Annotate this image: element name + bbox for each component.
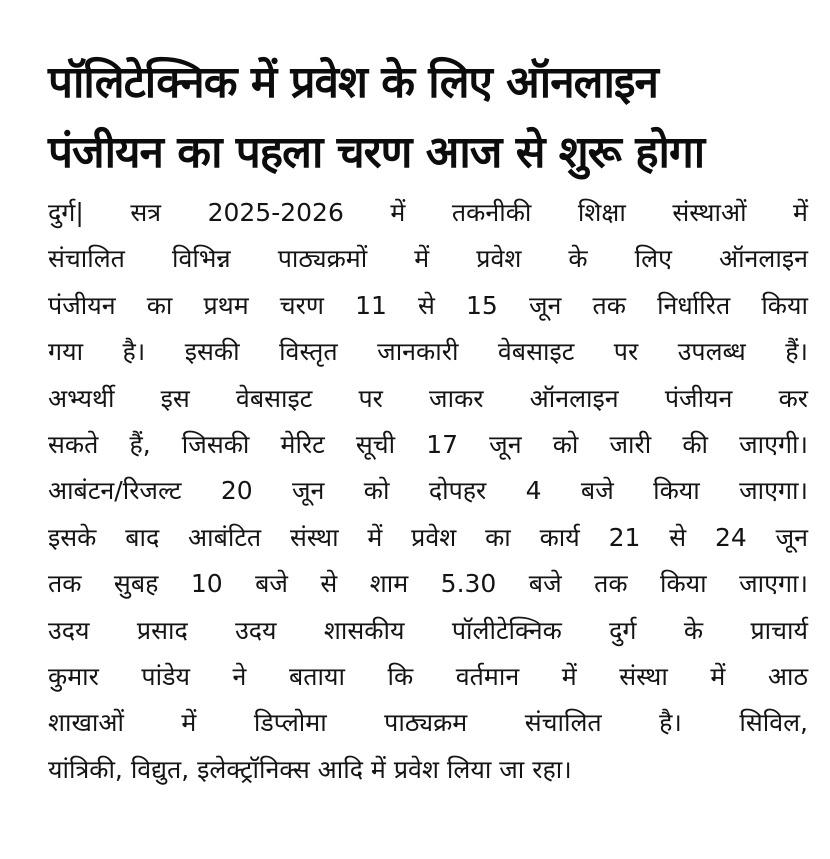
- headline-line-2: पंजीयन का पहला चरण आज से शुरू होगा: [48, 127, 705, 178]
- body-line: यांत्रिकी, विद्युत, इलेक्ट्रॉनिक्स आदि में प्रवेश लिया जा रहा।: [48, 754, 572, 784]
- body-line: अभ्यर्थी इस वेबसाइट पर जाकर ऑनलाइन पंजीयन कर: [48, 383, 808, 413]
- body-line: इसके बाद आबंटित संस्था में प्रवेश का कार्य 21 से 24 जून: [48, 522, 808, 552]
- headline-line-1: पॉलिटेक्निक में प्रवेश के लिए ऑनलाइन: [48, 57, 658, 108]
- body-line: सकते हैं, जिसकी मेरिट सूची 17 जून को जारी की जाएगी।: [48, 429, 808, 459]
- body-line: दुर्ग| सत्र 2025-2026 में तकनीकी शिक्षा संस्थाओं में: [48, 198, 808, 227]
- article-body: [48, 190, 808, 793]
- body-line: तक सुबह 10 बजे से शाम 5.30 बजे तक किया जाएगा।: [48, 569, 808, 599]
- body-line: उदय प्रसाद उदय शासकीय पॉलीटेक्निक दुर्ग के प्राचार्य: [48, 615, 808, 645]
- body-line: पंजीयन का प्रथम चरण 11 से 15 जून तक निर्धारित किया: [48, 290, 808, 320]
- body-line: संचालित विभिन्न पाठ्यक्रमों में प्रवेश के लिए ऑनलाइन: [48, 244, 808, 274]
- body-line: आबंटन/रिजल्ट 20 जून को दोपहर 4 बजे किया जाएगा।: [48, 476, 808, 506]
- body-line: शाखाओं में डिप्लोमा पाठ्यक्रम संचालित है। सिविल,: [48, 708, 808, 738]
- headline: [48, 48, 788, 188]
- body-line: गया है। इसकी विस्तृत जानकारी वेबसाइट पर उपलब्ध हैं।: [48, 337, 808, 367]
- body-line: कुमार पांडेय ने बताया कि वर्तमान में संस्था में आठ: [48, 661, 808, 691]
